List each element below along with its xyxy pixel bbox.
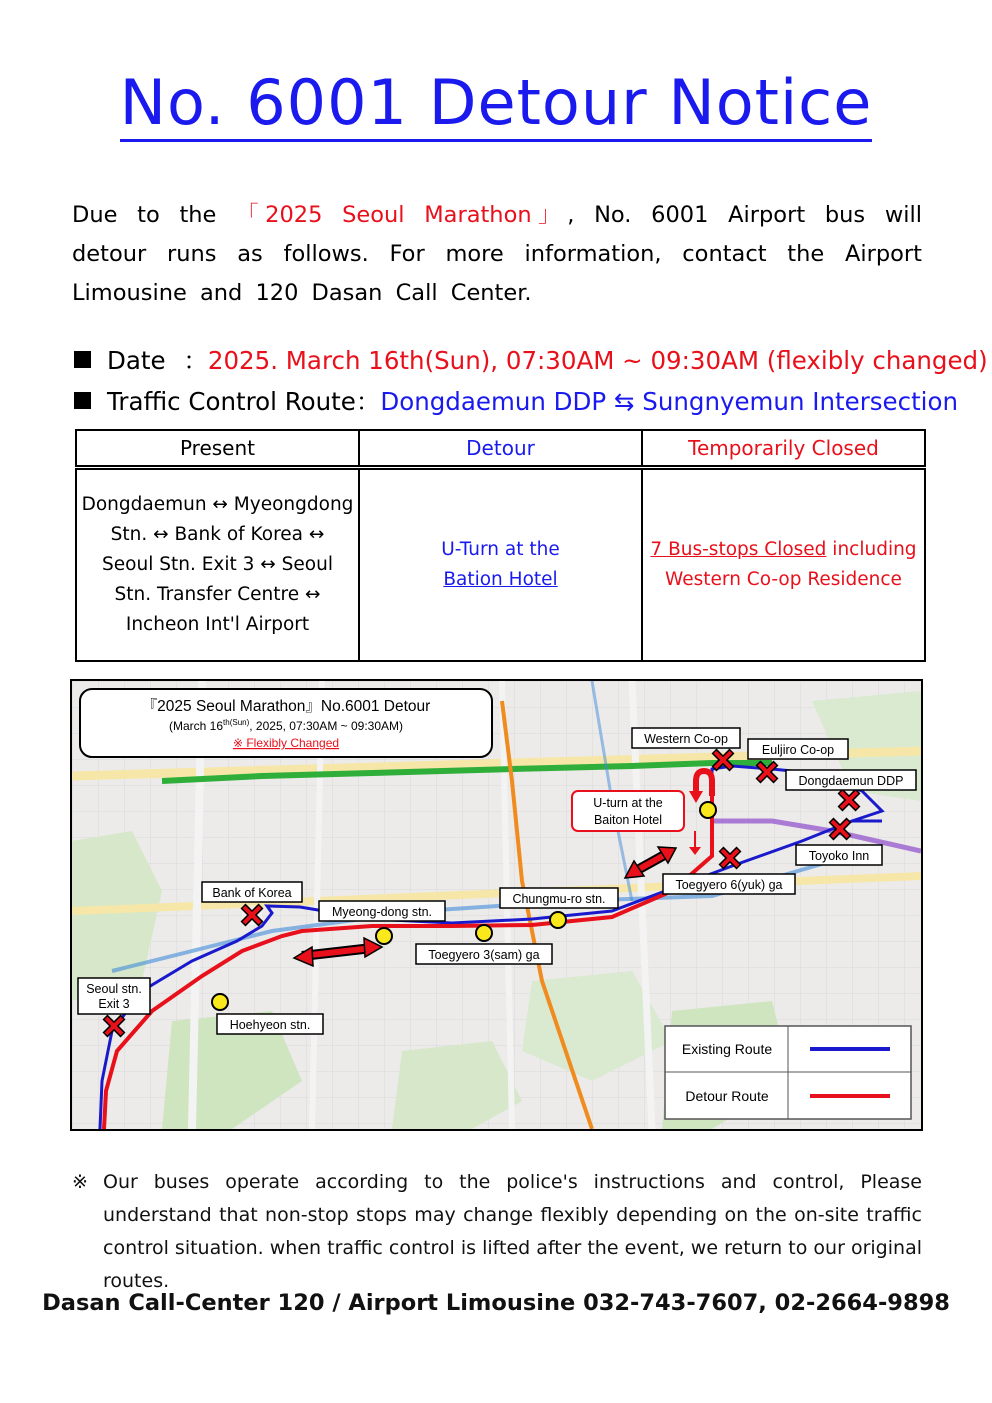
closed-including: including — [826, 539, 917, 560]
label-western-coop: Western Co-op — [644, 732, 728, 746]
header-closed: Temporarily Closed — [642, 430, 925, 468]
event-name: 「2025 Seoul Marathon」 — [236, 202, 568, 228]
table-header-row — [76, 430, 925, 468]
label-chungmuro: Chungmu-ro stn. — [512, 892, 606, 906]
present-line: Seoul Stn. Exit 3 ↔ Seoul — [102, 554, 333, 575]
page-title — [0, 66, 992, 139]
bus-stop-myeongdong — [376, 928, 392, 944]
present-line: Stn. ↔ Bank of Korea ↔ — [110, 524, 325, 545]
traffic-label: Traffic Control Route — [107, 387, 356, 416]
detour-map — [70, 679, 923, 1131]
closed-stop-x-icon — [242, 905, 262, 925]
traffic-control-line — [74, 383, 958, 418]
contact-line: Dasan Call-Center 120 / Airport Limousine 032-743-7607, 02-2664-9898 — [42, 1290, 950, 1316]
label-euljiro-coop: Euljiro Co-op — [761, 743, 835, 757]
intro-after: , No. 6001 Airport bus will detour runs as follows. For more information, contact the Airport Limousine and 120 Dasan Call Center. — [72, 202, 922, 306]
closed-line — [643, 535, 924, 565]
table-row — [76, 468, 925, 662]
bus-stop-hoehyeon — [212, 994, 228, 1010]
label-uturn-2: Baiton Hotel — [593, 813, 663, 827]
map-date: (March $16^{th(Sun)}$, 2025, 07:30AM ~ 09:30AM) — [168, 718, 404, 733]
closed-cell — [642, 468, 925, 662]
map-legend — [665, 1026, 911, 1119]
intro-paragraph — [72, 196, 922, 313]
two-way-arrow-icon: ⇆ — [613, 387, 635, 416]
reference-mark: ※ — [72, 1171, 88, 1193]
header-detour: Detour — [359, 430, 642, 468]
label-bank-of-korea: Bank of Korea — [212, 886, 292, 900]
bus-stop-chungmuro — [550, 912, 566, 928]
present-route-cell — [76, 468, 359, 662]
footnote-text: Our buses operate according to the police's instructions and control, Please understand that non-stop stops may change flexibly depending on the on-site traffic control situation. when traffic control is lifted after the event, we return to our original routes. — [103, 1171, 922, 1292]
square-bullet-icon — [74, 351, 91, 368]
bus-stop-toegyero-3 — [476, 925, 492, 941]
label-toyoko-inn: Toyoko Inn — [808, 849, 870, 863]
detour-hotel: Bation Hotel — [443, 569, 558, 590]
label-uturn-1: U-turn at the — [593, 796, 663, 810]
label-hoehyeon: Hoehyeon stn. — [229, 1018, 311, 1032]
notice-footnote — [72, 1166, 922, 1298]
date-separator: ： — [183, 346, 208, 375]
legend-existing-label: Existing Route — [681, 1041, 773, 1057]
route-table — [75, 429, 926, 662]
closed-count: 7 Bus-stops Closed — [650, 539, 827, 560]
date-line — [74, 342, 988, 377]
label-myeongdong: Myeong-dong stn. — [331, 905, 433, 919]
map-flexibly-changed: ※ Flexibly Changed — [232, 736, 340, 750]
square-bullet-icon — [74, 392, 91, 409]
date-value: 2025. March 16th(Sun), 07:30AM ~ 09:30AM (flexibly changed) — [207, 346, 988, 375]
present-line: Incheon Int'l Airport — [125, 614, 310, 635]
label-toegyero-3: Toegyero 3(sam) ga — [428, 948, 540, 962]
legend-detour-label: Detour Route — [685, 1088, 769, 1104]
date-label: Date — [107, 346, 166, 375]
detour-cell — [359, 468, 642, 662]
present-line: Dongdaemun ↔ Myeongdong — [81, 494, 354, 515]
header-present: Present — [76, 430, 359, 468]
traffic-to: Sungnyemun Intersection — [642, 387, 959, 416]
traffic-separator: ： — [355, 387, 381, 416]
bus-stop-baiton — [700, 802, 716, 818]
page-title-text: No. 6001 Detour Notice — [120, 66, 873, 142]
label-seoul-stn-2: Exit 3 — [98, 997, 130, 1011]
label-dongdaemun-ddp: Dongdaemun DDP — [798, 774, 904, 788]
map-canvas — [72, 681, 921, 1129]
label-toegyero-6: Toegyero 6(yuk) ga — [675, 878, 783, 892]
closed-line-2: Western Co-op Residence — [665, 569, 902, 590]
intro-before: Due to the — [72, 202, 237, 228]
map-title: 『2025 Seoul Marathon』No.6001 Detour — [141, 698, 431, 715]
label-seoul-stn-1: Seoul stn. — [86, 982, 142, 996]
traffic-from: Dongdaemun DDP — [380, 387, 607, 416]
detour-line: U-Turn at the — [441, 539, 560, 560]
present-line: Stn. Transfer Centre ↔ — [114, 584, 321, 605]
